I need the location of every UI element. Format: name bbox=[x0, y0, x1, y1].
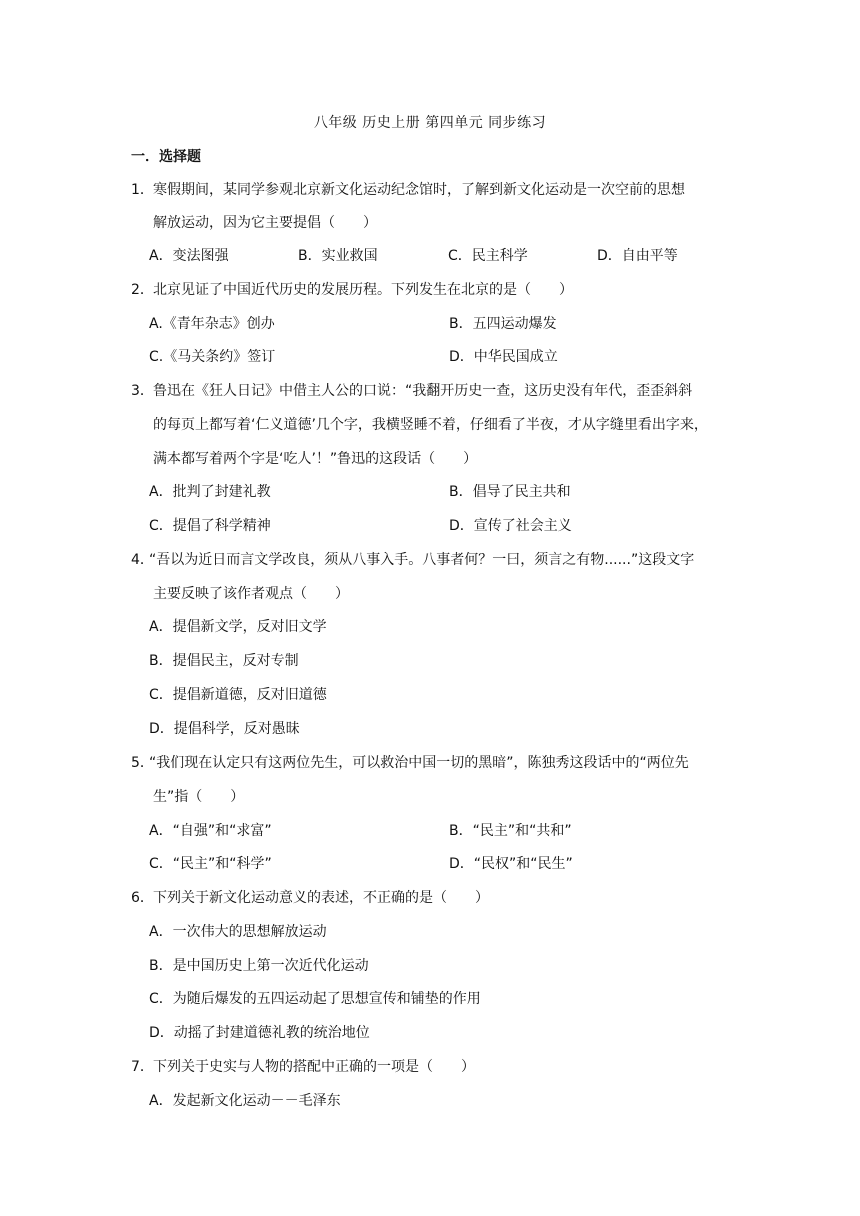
option-a: A．一次伟大的思想解放运动 bbox=[149, 924, 327, 940]
option-c: C．提倡了科学精神 bbox=[149, 518, 271, 534]
option-d: D．中华民国成立 bbox=[449, 349, 558, 365]
question-text-line: 生”指（ ） bbox=[153, 789, 245, 805]
option-c: C．“民主”和“科学” bbox=[149, 856, 272, 872]
option-b: B．五四运动爆发 bbox=[449, 316, 557, 332]
question-text-line: 主要反映了该作者观点（ ） bbox=[153, 586, 349, 602]
question-number: 1． bbox=[131, 182, 154, 198]
option-c: C．民主科学 bbox=[448, 248, 528, 264]
option-d: D．提倡科学，反对愚昧 bbox=[149, 721, 300, 737]
question-text-line: “我们现在认定只有这两位先生，可以救治中国一切的黑暗”，陈独秀这段话中的“两位先 bbox=[149, 755, 689, 771]
option-d: D．动摇了封建道德礼教的统治地位 bbox=[149, 1025, 370, 1041]
question-text-line: 北京见证了中国近代历史的发展历程。下列发生在北京的是（ ） bbox=[153, 282, 573, 298]
option-a: A．“自强”和“求富” bbox=[149, 823, 272, 839]
option-b: B．提倡民主，反对专制 bbox=[149, 653, 299, 669]
question-number: 2． bbox=[131, 282, 154, 298]
option-a: A．发起新文化运动－－毛泽东 bbox=[149, 1093, 341, 1109]
question-text-line: 下列关于新文化运动意义的表述，不正确的是（ ） bbox=[153, 890, 489, 906]
question-number: 4． bbox=[131, 552, 154, 568]
question-text-line: “吾以为近日而言文学改良，须从八事入手。八事者何？一曰，须言之有物......”这段文字 bbox=[149, 552, 695, 568]
question-text-line: 寒假期间，某同学参观北京新文化运动纪念馆时，了解到新文化运动是一次空前的思想 bbox=[153, 182, 685, 198]
option-a: A.《青年杂志》创办 bbox=[149, 316, 275, 332]
option-a: A．提倡新文学，反对旧文学 bbox=[149, 619, 327, 635]
question-number: 5． bbox=[131, 755, 154, 771]
option-b: B．实业救国 bbox=[298, 248, 378, 264]
option-b: B．倡导了民主共和 bbox=[449, 484, 571, 500]
option-c: C．为随后爆发的五四运动起了思想宣传和铺垫的作用 bbox=[149, 991, 481, 1007]
option-c: C.《马关条约》签订 bbox=[149, 349, 276, 365]
question-text-line: 满本都写着两个字是‘吃人’！”鲁迅的这段话（ ） bbox=[153, 451, 478, 467]
option-c: C．提倡新道德，反对旧道德 bbox=[149, 687, 327, 703]
document-title: 八年级 历史上册 第四单元 同步练习 bbox=[313, 115, 547, 131]
question-number: 3． bbox=[131, 383, 154, 399]
section-title: 一．选择题 bbox=[131, 149, 201, 165]
option-a: A．批判了封建礼教 bbox=[149, 484, 271, 500]
question-text-line: 解放运动，因为它主要提倡（ ） bbox=[153, 215, 377, 231]
option-a: A．变法图强 bbox=[149, 248, 229, 264]
question-number: 7． bbox=[131, 1059, 154, 1075]
option-b: B．“民主”和“共和” bbox=[449, 823, 572, 839]
question-number: 6． bbox=[131, 890, 154, 906]
option-d: D．“民权”和“民生” bbox=[449, 856, 573, 872]
option-d: D．自由平等 bbox=[597, 248, 678, 264]
option-d: D．宣传了社会主义 bbox=[449, 518, 572, 534]
question-text-line: 的每页上都写着‘仁义道德’几个字，我横竖睡不着，仔细看了半夜，才从字缝里看出字来， bbox=[153, 417, 708, 433]
option-b: B．是中国历史上第一次近代化运动 bbox=[149, 958, 369, 974]
question-text-line: 鲁迅在《狂人日记》中借主人公的口说：“我翻开历史一查，这历史没有年代，歪歪斜斜 bbox=[153, 383, 693, 399]
question-text-line: 下列关于史实与人物的搭配中正确的一项是（ ） bbox=[153, 1059, 475, 1075]
